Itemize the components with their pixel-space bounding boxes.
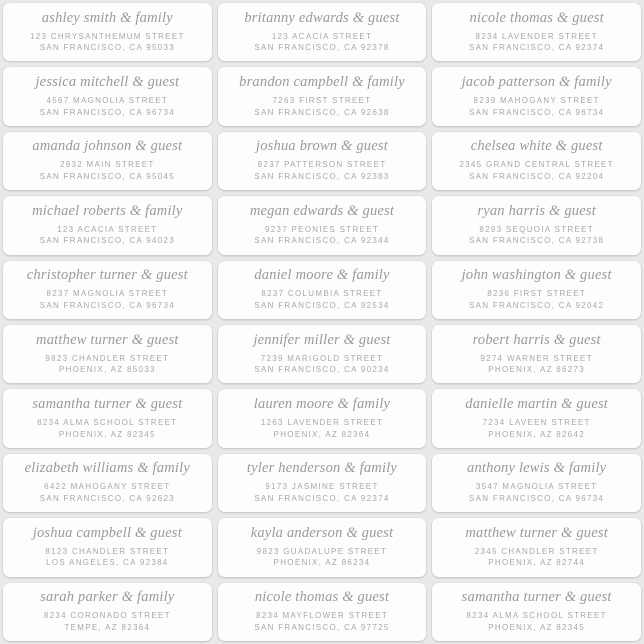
recipient-street: 8234 ALMA SCHOOL STREET [466, 611, 607, 621]
recipient-street: 8237 MAGNOLIA STREET [46, 289, 169, 299]
recipient-name: sarah parker & family [40, 589, 175, 606]
recipient-city-state-zip: SAN FRANCISCO, CA 92344 [254, 236, 390, 246]
recipient-city-state-zip: SAN FRANCISCO, CA 94023 [39, 236, 175, 246]
recipient-city-state-zip: SAN FRANCISCO, CA 92738 [469, 236, 605, 246]
recipient-name: amanda johnson & guest [32, 138, 183, 155]
recipient-name: christopher turner & guest [26, 267, 188, 284]
recipient-name: samantha turner & guest [461, 589, 612, 606]
recipient-street: 8237 COLUMBIA STREET [261, 289, 383, 299]
label-cell [0, 193, 215, 257]
recipient-city-state-zip: PHOENIX, AZ 86234 [273, 558, 371, 568]
recipient-name: ashley smith & family [41, 9, 173, 26]
address-label[interactable] [432, 583, 641, 641]
recipient-street: 8234 CORONADO STREET [43, 611, 171, 621]
label-cell [0, 0, 215, 64]
recipient-city-state-zip: SAN FRANCISCO, CA 96734 [469, 107, 605, 117]
label-cell [0, 64, 215, 128]
recipient-name: nicole thomas & guest [469, 9, 604, 26]
recipient-city-state-zip: PHOENIX, AZ 86273 [488, 365, 586, 375]
recipient-name: tyler henderson & family [246, 460, 398, 477]
recipient-city-state-zip: LOS ANGELES, CA 92384 [46, 558, 169, 568]
address-label[interactable] [3, 132, 212, 190]
recipient-name: joshua campbell & guest [32, 524, 182, 541]
address-label[interactable] [218, 325, 427, 383]
recipient-name: chelsea white & guest [470, 138, 603, 155]
recipient-name: ryan harris & guest [477, 202, 596, 219]
recipient-street: 9823 GUADALUPE STREET [256, 546, 388, 556]
address-label[interactable] [218, 261, 427, 319]
recipient-city-state-zip: SAN FRANCISCO, CA 96734 [469, 493, 605, 503]
recipient-street: 8234 MAYFLOWER STREET [255, 611, 389, 621]
recipient-street: 9237 PEONIES STREET [264, 224, 380, 234]
label-cell [0, 386, 215, 450]
recipient-city-state-zip: SAN FRANCISCO, CA 92638 [254, 107, 390, 117]
recipient-name: brandon campbell & family [239, 74, 405, 91]
recipient-name: kayla anderson & guest [250, 524, 394, 541]
address-label[interactable] [218, 454, 427, 512]
recipient-city-state-zip: SAN FRANCISCO, CA 92204 [469, 171, 605, 181]
address-label[interactable] [3, 3, 212, 61]
recipient-city-state-zip: SAN FRANCISCO, CA 92042 [469, 300, 605, 310]
recipient-city-state-zip: SAN FRANCISCO, CA 96734 [39, 300, 175, 310]
label-cell [215, 322, 430, 386]
address-label[interactable] [432, 518, 641, 576]
address-label[interactable] [3, 67, 212, 125]
address-label[interactable] [218, 67, 427, 125]
address-label[interactable] [3, 196, 212, 254]
recipient-name: daniel moore & family [254, 267, 390, 284]
recipient-street: 1263 LAVENDER STREET [260, 417, 384, 427]
recipient-name: michael roberts & family [32, 202, 183, 219]
recipient-city-state-zip: PHOENIX, AZ 85033 [58, 365, 156, 375]
label-cell [429, 580, 644, 644]
address-label[interactable] [432, 196, 641, 254]
recipient-name: lauren moore & family [253, 396, 391, 413]
recipient-city-state-zip: TEMPE, AZ 82364 [64, 622, 151, 632]
label-cell [429, 322, 644, 386]
address-label[interactable] [432, 454, 641, 512]
label-cell [215, 258, 430, 322]
address-label[interactable] [3, 389, 212, 447]
recipient-city-state-zip: PHOENIX, AZ 82345 [58, 429, 156, 439]
address-label[interactable] [432, 389, 641, 447]
address-label[interactable] [3, 518, 212, 576]
recipient-name: matthew turner & guest [36, 331, 179, 348]
label-cell [0, 129, 215, 193]
recipient-street: 123 CHRYSANTHEMUM STREET [30, 31, 185, 41]
recipient-city-state-zip: SAN FRANCISCO, CA 92374 [254, 493, 390, 503]
recipient-city-state-zip: SAN FRANCISCO, CA 95045 [39, 171, 175, 181]
address-label[interactable] [218, 3, 427, 61]
recipient-city-state-zip: SAN FRANCISCO, CA 96734 [39, 107, 175, 117]
recipient-street: 4567 MAGNOLIA STREET [46, 95, 169, 105]
label-cell [429, 0, 644, 64]
recipient-name: megan edwards & guest [249, 202, 395, 219]
label-cell [429, 193, 644, 257]
recipient-name: john washington & guest [461, 267, 612, 284]
address-label[interactable] [3, 325, 212, 383]
recipient-city-state-zip: SAN FRANCISCO, CA 97725 [254, 622, 390, 632]
recipient-name: elizabeth williams & family [24, 460, 190, 477]
recipient-street: 8239 MAHOGANY STREET [473, 95, 600, 105]
recipient-city-state-zip: SAN FRANCISCO, CA 92374 [469, 43, 605, 53]
recipient-name: joshua brown & guest [256, 138, 388, 155]
label-cell [0, 580, 215, 644]
recipient-street: 7239 MARIGOLD STREET [260, 353, 384, 363]
label-cell [0, 451, 215, 515]
recipient-name: jacob patterson & family [461, 74, 612, 91]
recipient-street: 7234 LAVEEN STREET [482, 417, 591, 427]
label-cell [429, 386, 644, 450]
recipient-street: 2932 MAIN STREET [60, 160, 155, 170]
recipient-street: 8236 FIRST STREET [487, 289, 587, 299]
address-label[interactable] [432, 67, 641, 125]
recipient-name: jennifer miller & guest [253, 331, 391, 348]
label-cell [0, 258, 215, 322]
label-cell [429, 64, 644, 128]
recipient-name: danielle martin & guest [465, 396, 609, 413]
address-label[interactable] [218, 132, 427, 190]
address-label[interactable] [218, 518, 427, 576]
recipient-name: anthony lewis & family [467, 460, 607, 477]
label-cell [429, 451, 644, 515]
address-label[interactable] [432, 132, 641, 190]
recipient-street: 9237 PATTERSON STREET [257, 160, 387, 170]
recipient-city-state-zip: SAN FRANCISCO, CA 90234 [254, 365, 390, 375]
recipient-street: 7263 FIRST STREET [272, 95, 372, 105]
address-label[interactable] [432, 3, 641, 61]
recipient-name: matthew turner & guest [465, 524, 608, 541]
recipient-city-state-zip: PHOENIX, AZ 82345 [488, 622, 586, 632]
label-cell [0, 322, 215, 386]
recipient-city-state-zip: SAN FRANCISCO, CA 92623 [39, 493, 175, 503]
label-cell [215, 193, 430, 257]
address-label[interactable] [432, 325, 641, 383]
recipient-city-state-zip: SAN FRANCISCO, CA 92378 [254, 43, 390, 53]
address-label[interactable] [3, 454, 212, 512]
address-label[interactable] [218, 389, 427, 447]
recipient-street: 2345 CHANDLER STREET [474, 546, 599, 556]
recipient-name: samantha turner & guest [32, 396, 183, 413]
recipient-name: britanny edwards & guest [244, 9, 400, 26]
recipient-city-state-zip: SAN FRANCISCO, CA 92383 [254, 171, 390, 181]
recipient-name: nicole thomas & guest [254, 589, 390, 606]
label-cell [429, 515, 644, 579]
label-cell [429, 258, 644, 322]
recipient-street: 2345 GRAND CENTRAL STREET [459, 160, 614, 170]
recipient-street: 123 ACACIA STREET [57, 224, 158, 234]
recipient-city-state-zip: PHOENIX, AZ 82642 [488, 429, 586, 439]
address-label[interactable] [3, 261, 212, 319]
label-cell [215, 0, 430, 64]
address-label[interactable] [218, 196, 427, 254]
label-cell [215, 451, 430, 515]
recipient-city-state-zip: SAN FRANCISCO, CA 92534 [254, 300, 390, 310]
recipient-street: 9173 JASMINE STREET [265, 482, 379, 492]
recipient-street: 8123 CHANDLER STREET [45, 546, 170, 556]
recipient-street: 8234 ALMA SCHOOL STREET [37, 417, 178, 427]
recipient-city-state-zip: PHOENIX, AZ 82364 [273, 429, 371, 439]
address-label[interactable] [432, 261, 641, 319]
label-cell [215, 64, 430, 128]
recipient-street: 3547 MAGNOLIA STREET [475, 482, 598, 492]
recipient-name: robert harris & guest [472, 331, 601, 348]
label-cell [0, 515, 215, 579]
recipient-street: 9823 CHANDLER STREET [45, 353, 170, 363]
label-cell [215, 386, 430, 450]
recipient-street: 6422 MAHOGANY STREET [44, 482, 171, 492]
recipient-city-state-zip: PHOENIX, AZ 82744 [488, 558, 586, 568]
label-cell [215, 580, 430, 644]
label-cell [215, 515, 430, 579]
address-label[interactable] [218, 583, 427, 641]
recipient-city-state-zip: SAN FRANCISCO, CA 95033 [39, 43, 175, 53]
recipient-street: 123 ACACIA STREET [271, 31, 373, 41]
label-cell [215, 129, 430, 193]
recipient-name: jessica mitchell & guest [35, 74, 180, 91]
recipient-street: 8234 LAVENDER STREET [475, 31, 598, 41]
label-cell [429, 129, 644, 193]
recipient-street: 8293 SEQUOIA STREET [479, 224, 594, 234]
address-label[interactable] [3, 583, 212, 641]
recipient-street: 9274 WARNER STREET [480, 353, 593, 363]
